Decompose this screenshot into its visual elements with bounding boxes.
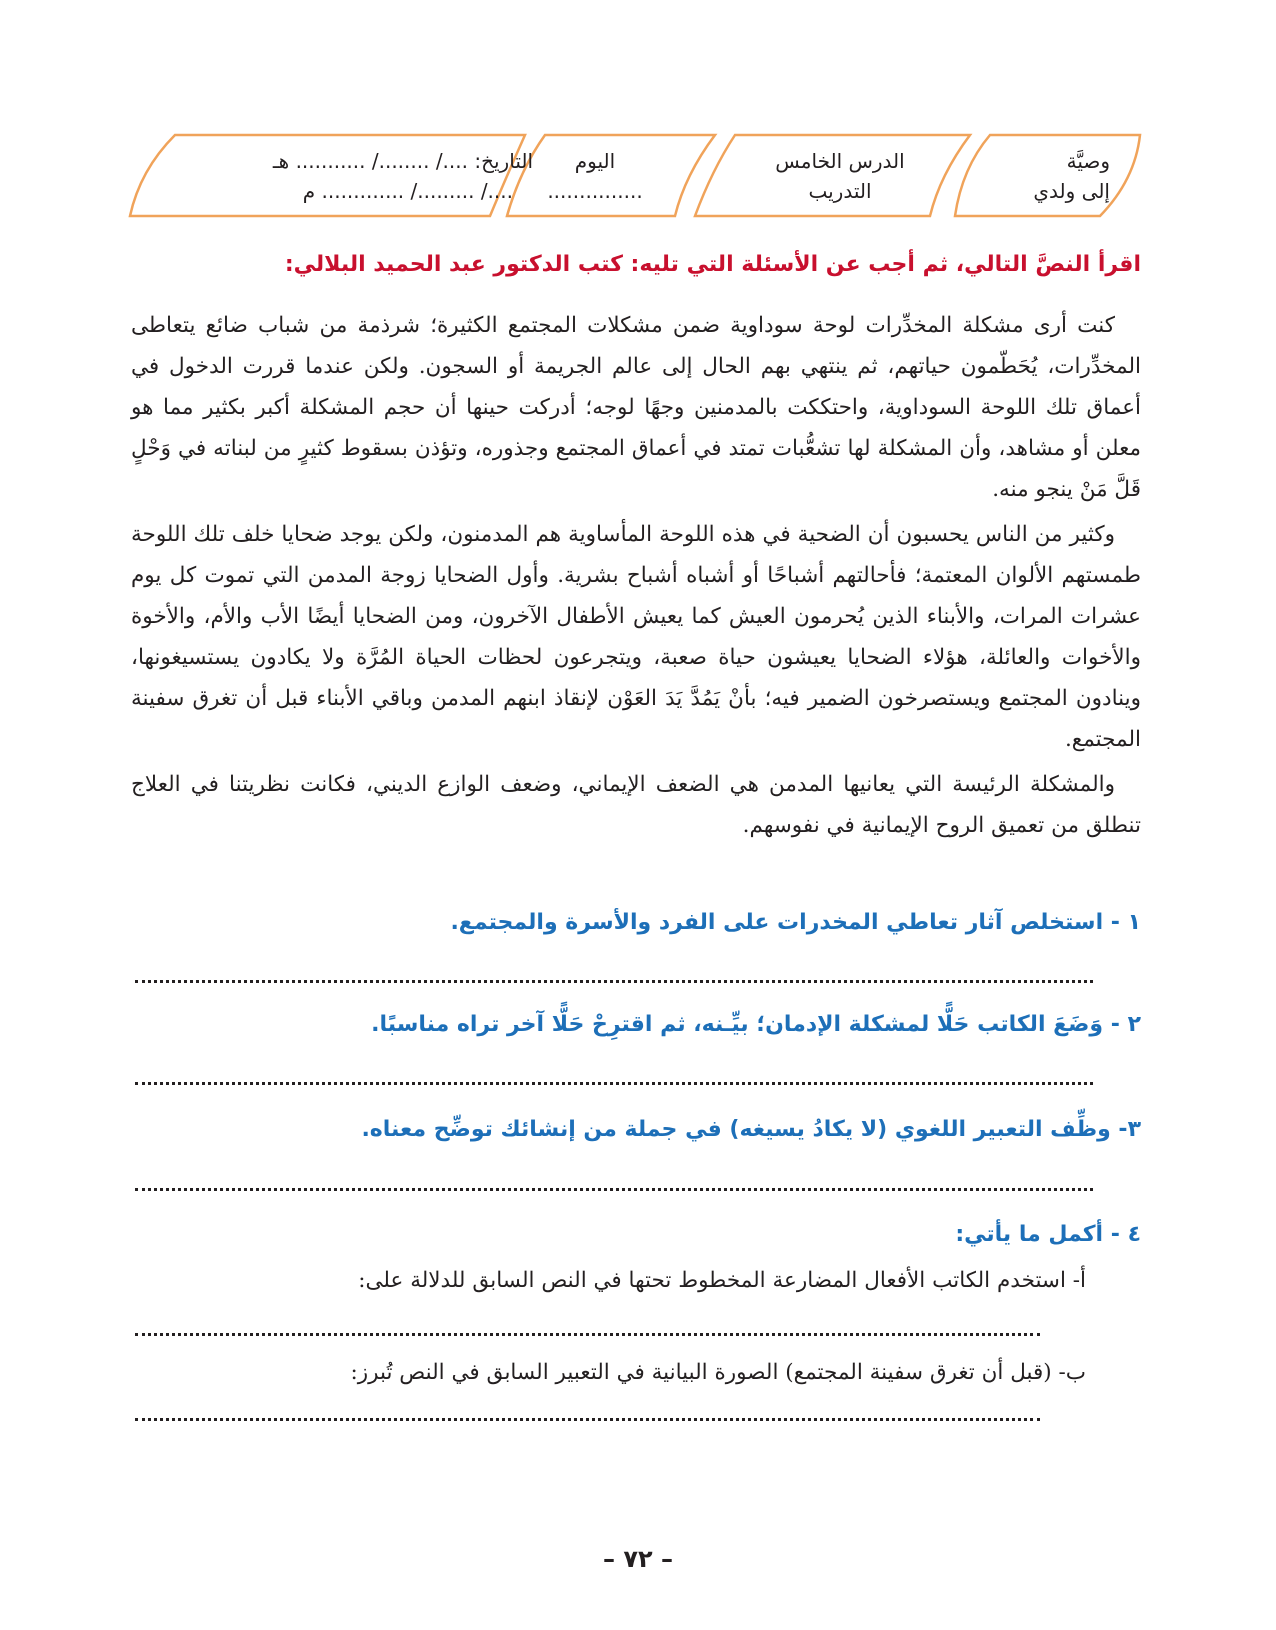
passage-paragraph-3: والمشكلة الرئيسة التي يعانيها المدمن هي الضعف الإيماني، وضعف الوازع الديني، فكانت نظريتنا في العلاج تنطلق من تعميق الروح الإيمانية في نفوسهم.	[131, 772, 1141, 838]
question-2: ٢ - وَضَعَ الكاتب حَلًّا لمشكلة الإدمان؛ بيِّـنه، ثم اقترِحْ حَلًّا آخر تراه مناسبًا.	[371, 1012, 1141, 1037]
header-cell-day	[520, 146, 670, 206]
question-4a: أ- استخدم الكاتب الأفعال المضارعة المخطوط تحتها في النص السابق للدلالة على:	[358, 1268, 1086, 1293]
question-4: ٤ - أكمل ما يأتي:	[955, 1222, 1141, 1247]
answer-line-2[interactable]	[135, 1082, 1093, 1085]
answer-line-1[interactable]	[135, 980, 1093, 983]
reading-instruction: اقرأ النصَّ التالي، ثم أجب عن الأسئلة التي تليه: كتب الدكتور عبد الحميد البلالي:	[284, 252, 1141, 277]
header-cell-date	[148, 146, 533, 206]
answer-line-4b[interactable]	[135, 1418, 1040, 1421]
header-lesson-line1: الدرس الخامس	[775, 149, 905, 173]
question-1: ١ - استخلص آثار تعاطي المخدرات على الفرد والأسرة والمجتمع.	[450, 910, 1141, 935]
header-day-blank[interactable]: ...............	[547, 179, 643, 203]
passage-paragraph-2: وكثير من الناس يحسبون أن الضحية في هذه اللوحة المأساوية هم المدمنون، ولكن يوجد ضحايا خلف تلك اللوحة طمستهم الألوان المعتمة؛ فأحالتهم أشباحًا أو أشباه أشباح بشرية. وأول الضحايا زوجة المدمن التي تموت كل يوم عشرات المرات، والأبناء الذين يُحرمون العيش كما يعيش الأطفال الآخرون، ومن الضحايا أيضًا الأب والأم، والأخوة والأخوات والعائلة، هؤلاء الضحايا يعيشون حياة صعبة، ويتجرعون لحظات الحياة المُرَّة ولا يكادون يستسيغونها، وينادون المجتمع ويستصرخون الضمير فيه؛ بأنْ يَمُدَّ يَدَ العَوْن لإنقاذ ابنهم المدمن وباقي الأبناء قبل أن تغرق سفينة المجتمع.	[131, 522, 1141, 752]
question-3: ٣- وظِّف التعبير اللغوي (لا يكادُ يسيغه) في جملة من إنشائك توضِّح معناه.	[361, 1117, 1141, 1142]
passage-paragraph-1: كنت أرى مشكلة المخدِّرات لوحة سوداوية ضمن مشكلات المجتمع الكثيرة؛ شرذمة من شباب ضائع يتعاطى المخدِّرات، يُحَطّمون حياتهم، ثم ينتهي بهم الحال إلى عالم الجريمة أو السجون. ولكن عندما قررت الدخول في أعماق تلك اللوحة السوداوية، واحتككت بالمدمنين وجهًا لوجه؛ أدركت حينها أن حجم المشكلة أكبر بكثير مما هو معلن أو مشاهد، وأن المشكلة لها تشعُّبات تمتد في أعماق المجتمع وجذوره، وتؤذن بسقوط كثيرٍ من لبناته في وَحْلٍ قَلَّ مَنْ ينجو منه.	[131, 313, 1141, 502]
header-wasiyya-line1: وصيَّة	[1066, 149, 1110, 173]
reading-passage	[131, 305, 1141, 850]
question-4b: ب- (قبل أن تغرق سفينة المجتمع) الصورة البيانية في التعبير السابق في النص تُبرز:	[350, 1360, 1086, 1385]
answer-line-3[interactable]	[135, 1188, 1093, 1191]
header-day-label: اليوم	[574, 149, 616, 173]
header-cell-lesson	[740, 146, 940, 206]
answer-line-4a[interactable]	[135, 1333, 1040, 1336]
header-cell-wasiyya	[980, 146, 1110, 206]
page-number: – ٧٢ –	[602, 1545, 673, 1573]
header-lesson-line2: التدريب	[808, 179, 872, 203]
header-date-hijri[interactable]: التاريخ: ..../ ......../ ........... هـ	[272, 149, 533, 173]
header-date-gregorian[interactable]: ..../ ........./ ............. م	[302, 179, 513, 203]
header-wasiyya-line2: إلى ولدي	[1033, 179, 1110, 203]
